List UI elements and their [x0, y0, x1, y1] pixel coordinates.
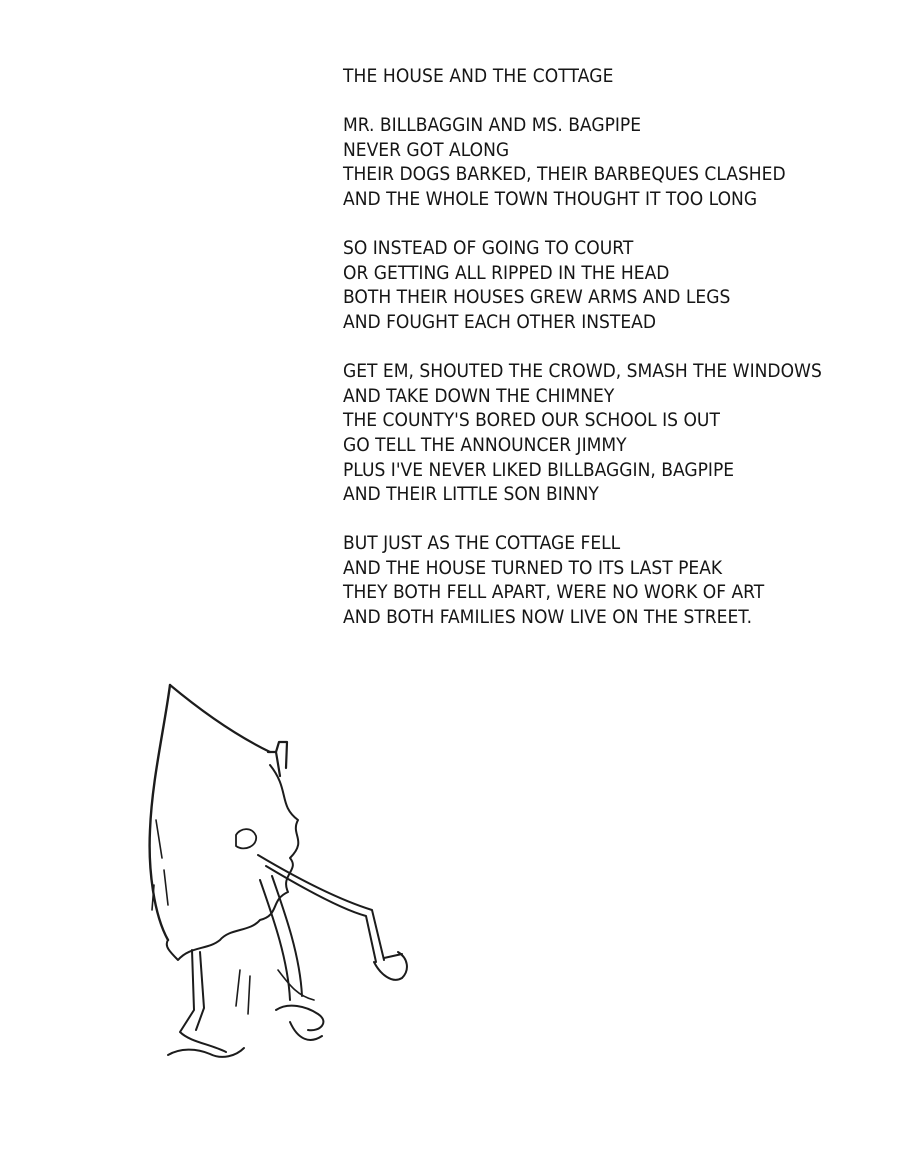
poem-line: THE COUNTY'S BORED OUR SCHOOL IS OUT	[343, 409, 720, 432]
house-creature-illustration	[140, 670, 440, 1080]
front-foot	[276, 1006, 323, 1040]
poem-line: GO TELL THE ANNOUNCER JIMMY	[343, 433, 627, 456]
stanza-3	[343, 359, 883, 507]
poem	[343, 64, 883, 654]
stanza-1	[343, 113, 883, 211]
poem-line: AND THEIR LITTLE SON BINNY	[343, 483, 599, 506]
back-leg	[180, 950, 226, 1052]
poem-line: AND FOUGHT EACH OTHER INSTEAD	[343, 310, 657, 333]
poem-line: GET EM, SHOUTED THE CROWD, SMASH THE WINDOWS	[343, 360, 822, 383]
poem-line: BUT JUST AS THE COTTAGE FELL	[343, 532, 621, 555]
poem-line: OR GETTING ALL RIPPED IN THE HEAD	[343, 261, 670, 284]
house-creature-drawing	[140, 670, 440, 1080]
back-foot	[168, 1048, 244, 1057]
front-leg	[260, 876, 302, 1000]
poem-line: BOTH THEIR HOUSES GREW ARMS AND LEGS	[343, 286, 731, 309]
window	[236, 829, 256, 848]
stanza-4	[343, 531, 883, 629]
poem-line: AND TAKE DOWN THE CHIMNEY	[343, 384, 615, 407]
poem-line: AND BOTH FAMILIES NOW LIVE ON THE STREET.	[343, 606, 753, 629]
poem-line: SO INSTEAD OF GOING TO COURT	[343, 237, 634, 260]
poem-line: MR. BILLBAGGIN AND MS. BAGPIPE	[343, 114, 642, 137]
poem-line: THEY BOTH FELL APART, WERE NO WORK OF ART	[343, 581, 765, 604]
poem-line: PLUS I'VE NEVER LIKED BILLBAGGIN, BAGPIPE	[343, 458, 735, 481]
poem-line: THEIR DOGS BARKED, THEIR BARBEQUES CLASHED	[343, 163, 786, 186]
arm	[258, 855, 384, 962]
broken-wall-edge	[167, 765, 299, 960]
hand	[374, 952, 407, 980]
roof-ridge	[170, 685, 270, 752]
poem-line: AND THE HOUSE TURNED TO ITS LAST PEAK	[343, 556, 723, 579]
poem-line: AND THE WHOLE TOWN THOUGHT IT TOO LONG	[343, 187, 758, 210]
poem-line: NEVER GOT ALONG	[343, 138, 510, 161]
stanza-2	[343, 236, 883, 334]
chimney	[268, 742, 287, 776]
poem-title: THE HOUSE AND THE COTTAGE	[343, 65, 614, 87]
